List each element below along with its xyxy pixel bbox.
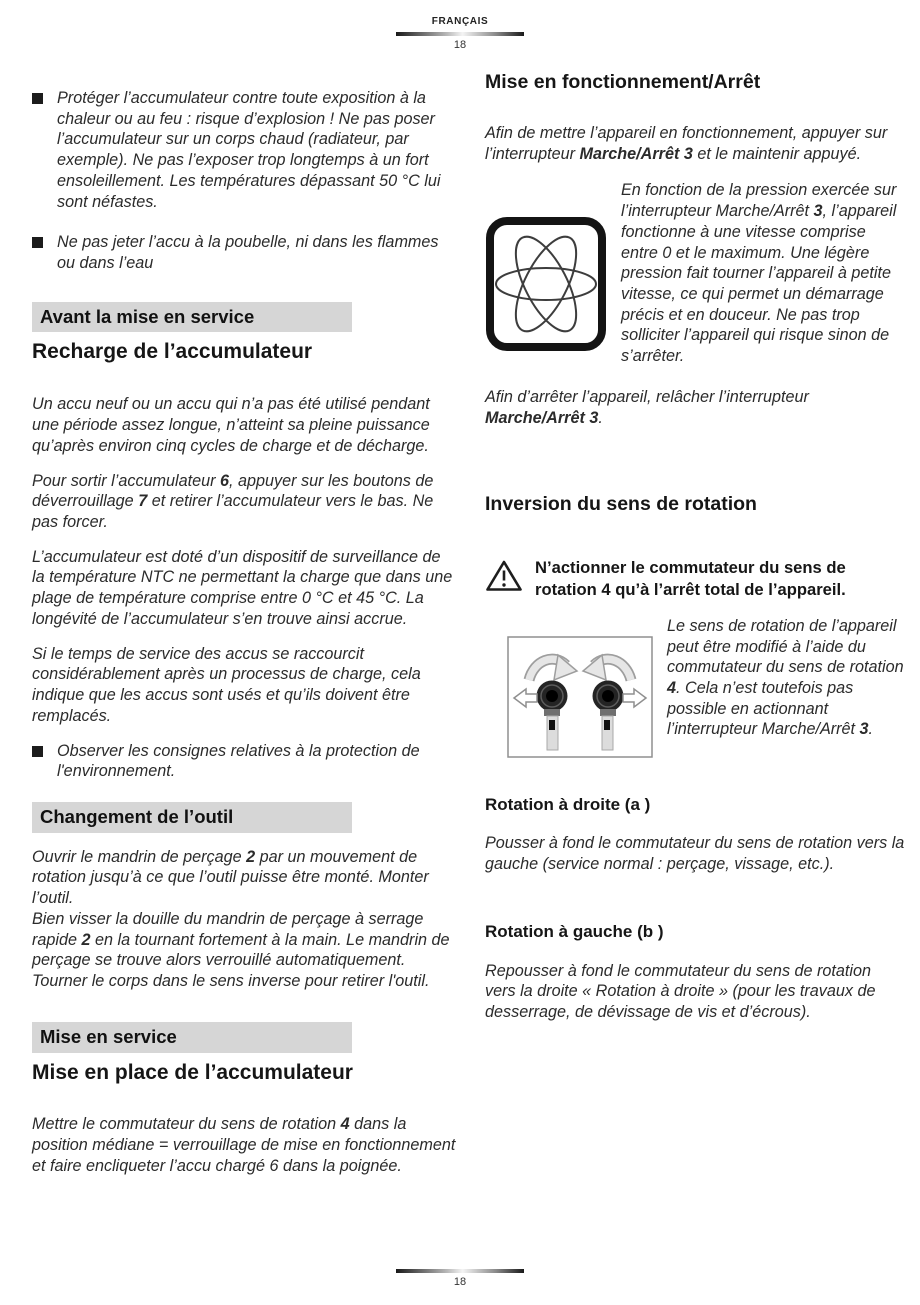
atom-speed-icon bbox=[485, 216, 607, 367]
heading-rotation-droite: Rotation à droite (a ) bbox=[485, 794, 651, 814]
rotation-direction-diagram bbox=[507, 636, 653, 764]
content-columns bbox=[32, 70, 905, 1177]
paragraph: Tourner le corps dans le sens inverse pour retirer l'outil. bbox=[32, 972, 430, 991]
subheading-recharge-accumulateur: Recharge de l’accumulateur bbox=[32, 340, 313, 364]
rotation-direction-figure bbox=[485, 616, 905, 764]
tool-change-text bbox=[32, 847, 457, 992]
figure-text: En fonction de la pression exercée sur l’interrupteur Marche/Arrêt 3, l’appareil fonctionne à une vitesse comprise entre 0 et le maximum. Une légère pression fait tourner l’appareil à petite vitesse, ce qui permet un démarrage précis et en douceur. Ne pas trop solliciter l’appareil qui risque sinon de s’arrêter. bbox=[621, 181, 897, 366]
warning-text: N’actionner le commutateur du sens de rotation 4 qu’à l’arrêt total de l’appareil. bbox=[535, 558, 846, 599]
bullet-text: Protéger l’accumulateur contre toute exposition à la chaleur ou au feu : risque d’explosion ! Ne pas poser l’accumulateur sur un corps chaud (radiateur, par exemple). Ne pas l’exposer trop longtemps à un fort ensoleillement. Les températures dépassant 50 °C lui sont néfastes. bbox=[57, 88, 441, 211]
subheading-mise-en-place-accumulateur: Mise en place de l’accumulateur bbox=[32, 1060, 353, 1084]
bullet-square-icon bbox=[32, 93, 43, 104]
footer-page-number: 18 bbox=[453, 1275, 467, 1288]
paragraph: L’accumulateur est doté d’un dispositif de surveillance de la température NTC ne permettant la charge que dans une plage de température comprise entre 0 °C et 45 °C. La longévité de l’accumulateur s’en trouve ainsi accrue. bbox=[32, 547, 453, 628]
speed-control-figure bbox=[485, 180, 905, 367]
section-heading-changement-outil: Changement de l’outil bbox=[32, 802, 352, 833]
left-column bbox=[32, 70, 457, 1177]
footer-divider-bar bbox=[396, 1269, 524, 1273]
language-label: FRANÇAIS bbox=[431, 16, 489, 27]
heading-inversion-sens-rotation: Inversion du sens de rotation bbox=[485, 493, 757, 516]
header-page-number: 18 bbox=[453, 38, 467, 51]
paragraph: Pousser à fond le commutateur du sens de rotation vers la gauche (service normal : perçage, vissage, etc.). bbox=[485, 834, 905, 874]
bullet-square-icon bbox=[32, 746, 43, 757]
paragraph: Pour sortir l’accumulateur 6, appuyer sur les boutons de déverrouillage 7 et retirer l’accumulateur vers le bas. Ne pas forcer. bbox=[32, 471, 434, 531]
page-footer bbox=[0, 1266, 920, 1289]
bullet-square-icon bbox=[32, 237, 43, 248]
bullet-text: Ne pas jeter l’accu à la poubelle, ni dans les flammes ou dans l’eau bbox=[57, 233, 439, 273]
heading-mise-en-fonctionnement-arret: Mise en fonctionnement/Arrêt bbox=[485, 70, 761, 93]
bullet-item bbox=[32, 88, 457, 212]
heading-rotation-gauche: Rotation à gauche (b ) bbox=[485, 921, 664, 941]
header-divider-bar bbox=[396, 32, 524, 36]
paragraph: Bien visser la douille du mandrin de perçage à serrage rapide 2 en la tournant fortement à la main. Le mandrin de perçage se trouve alors verrouillé automatiquement. bbox=[32, 909, 450, 970]
section-heading-avant-mise-en-service: Avant la mise en service bbox=[32, 302, 352, 333]
warning-triangle-icon bbox=[485, 559, 523, 599]
paragraph: Si le temps de service des accus se raccourcit considérablement après un processus de charge, cela indique que les accus sont usés et qu’ils doivent être remplacés. bbox=[32, 644, 421, 725]
page-header bbox=[0, 0, 920, 52]
paragraph: Un accu neuf ou un accu qui n’a pas été utilisé pendant une période assez longue, n’atteint sa pleine puissance qu’après environ cinq cycles de charge et de décharge. bbox=[32, 395, 430, 455]
figure-text: Le sens de rotation de l’appareil peut être modifié à l’aide du commutateur du sens de rotation 4. Cela n’est toutefois pas possible en actionnant l’interrupteur Marche/Arrêt 3. bbox=[667, 616, 904, 739]
paragraph: Afin d’arrêter l’appareil, relâcher l’interrupteur Marche/Arrêt 3. bbox=[485, 387, 809, 427]
section-heading-mise-en-service: Mise en service bbox=[32, 1022, 352, 1053]
paragraph: Afin de mettre l’appareil en fonctionnement, appuyer sur l’interrupteur Marche/Arrêt 3 et le maintenir appuyé. bbox=[485, 123, 888, 163]
bullet-item bbox=[32, 741, 457, 782]
bullet-text: Observer les consignes relatives à la protection de l'environnement. bbox=[57, 741, 420, 781]
bullet-item bbox=[32, 232, 457, 273]
paragraph: Mettre le commutateur du sens de rotation 4 dans la position médiane = verrouillage de mise en fonctionnement et faire encliqueter l’accu chargé 6 dans la poignée. bbox=[32, 1115, 456, 1175]
paragraph: Repousser à fond le commutateur du sens de rotation vers la droite « Rotation à droite » (pour les travaux de desserrage, de dévissage de vis et d’écrous). bbox=[485, 961, 876, 1021]
warning-note bbox=[485, 557, 905, 599]
paragraph: Ouvrir le mandrin de perçage 2 par un mouvement de rotation jusqu’à ce que l’outil puisse être monté. Monter l’outil. bbox=[32, 847, 429, 908]
right-column bbox=[485, 70, 905, 1177]
